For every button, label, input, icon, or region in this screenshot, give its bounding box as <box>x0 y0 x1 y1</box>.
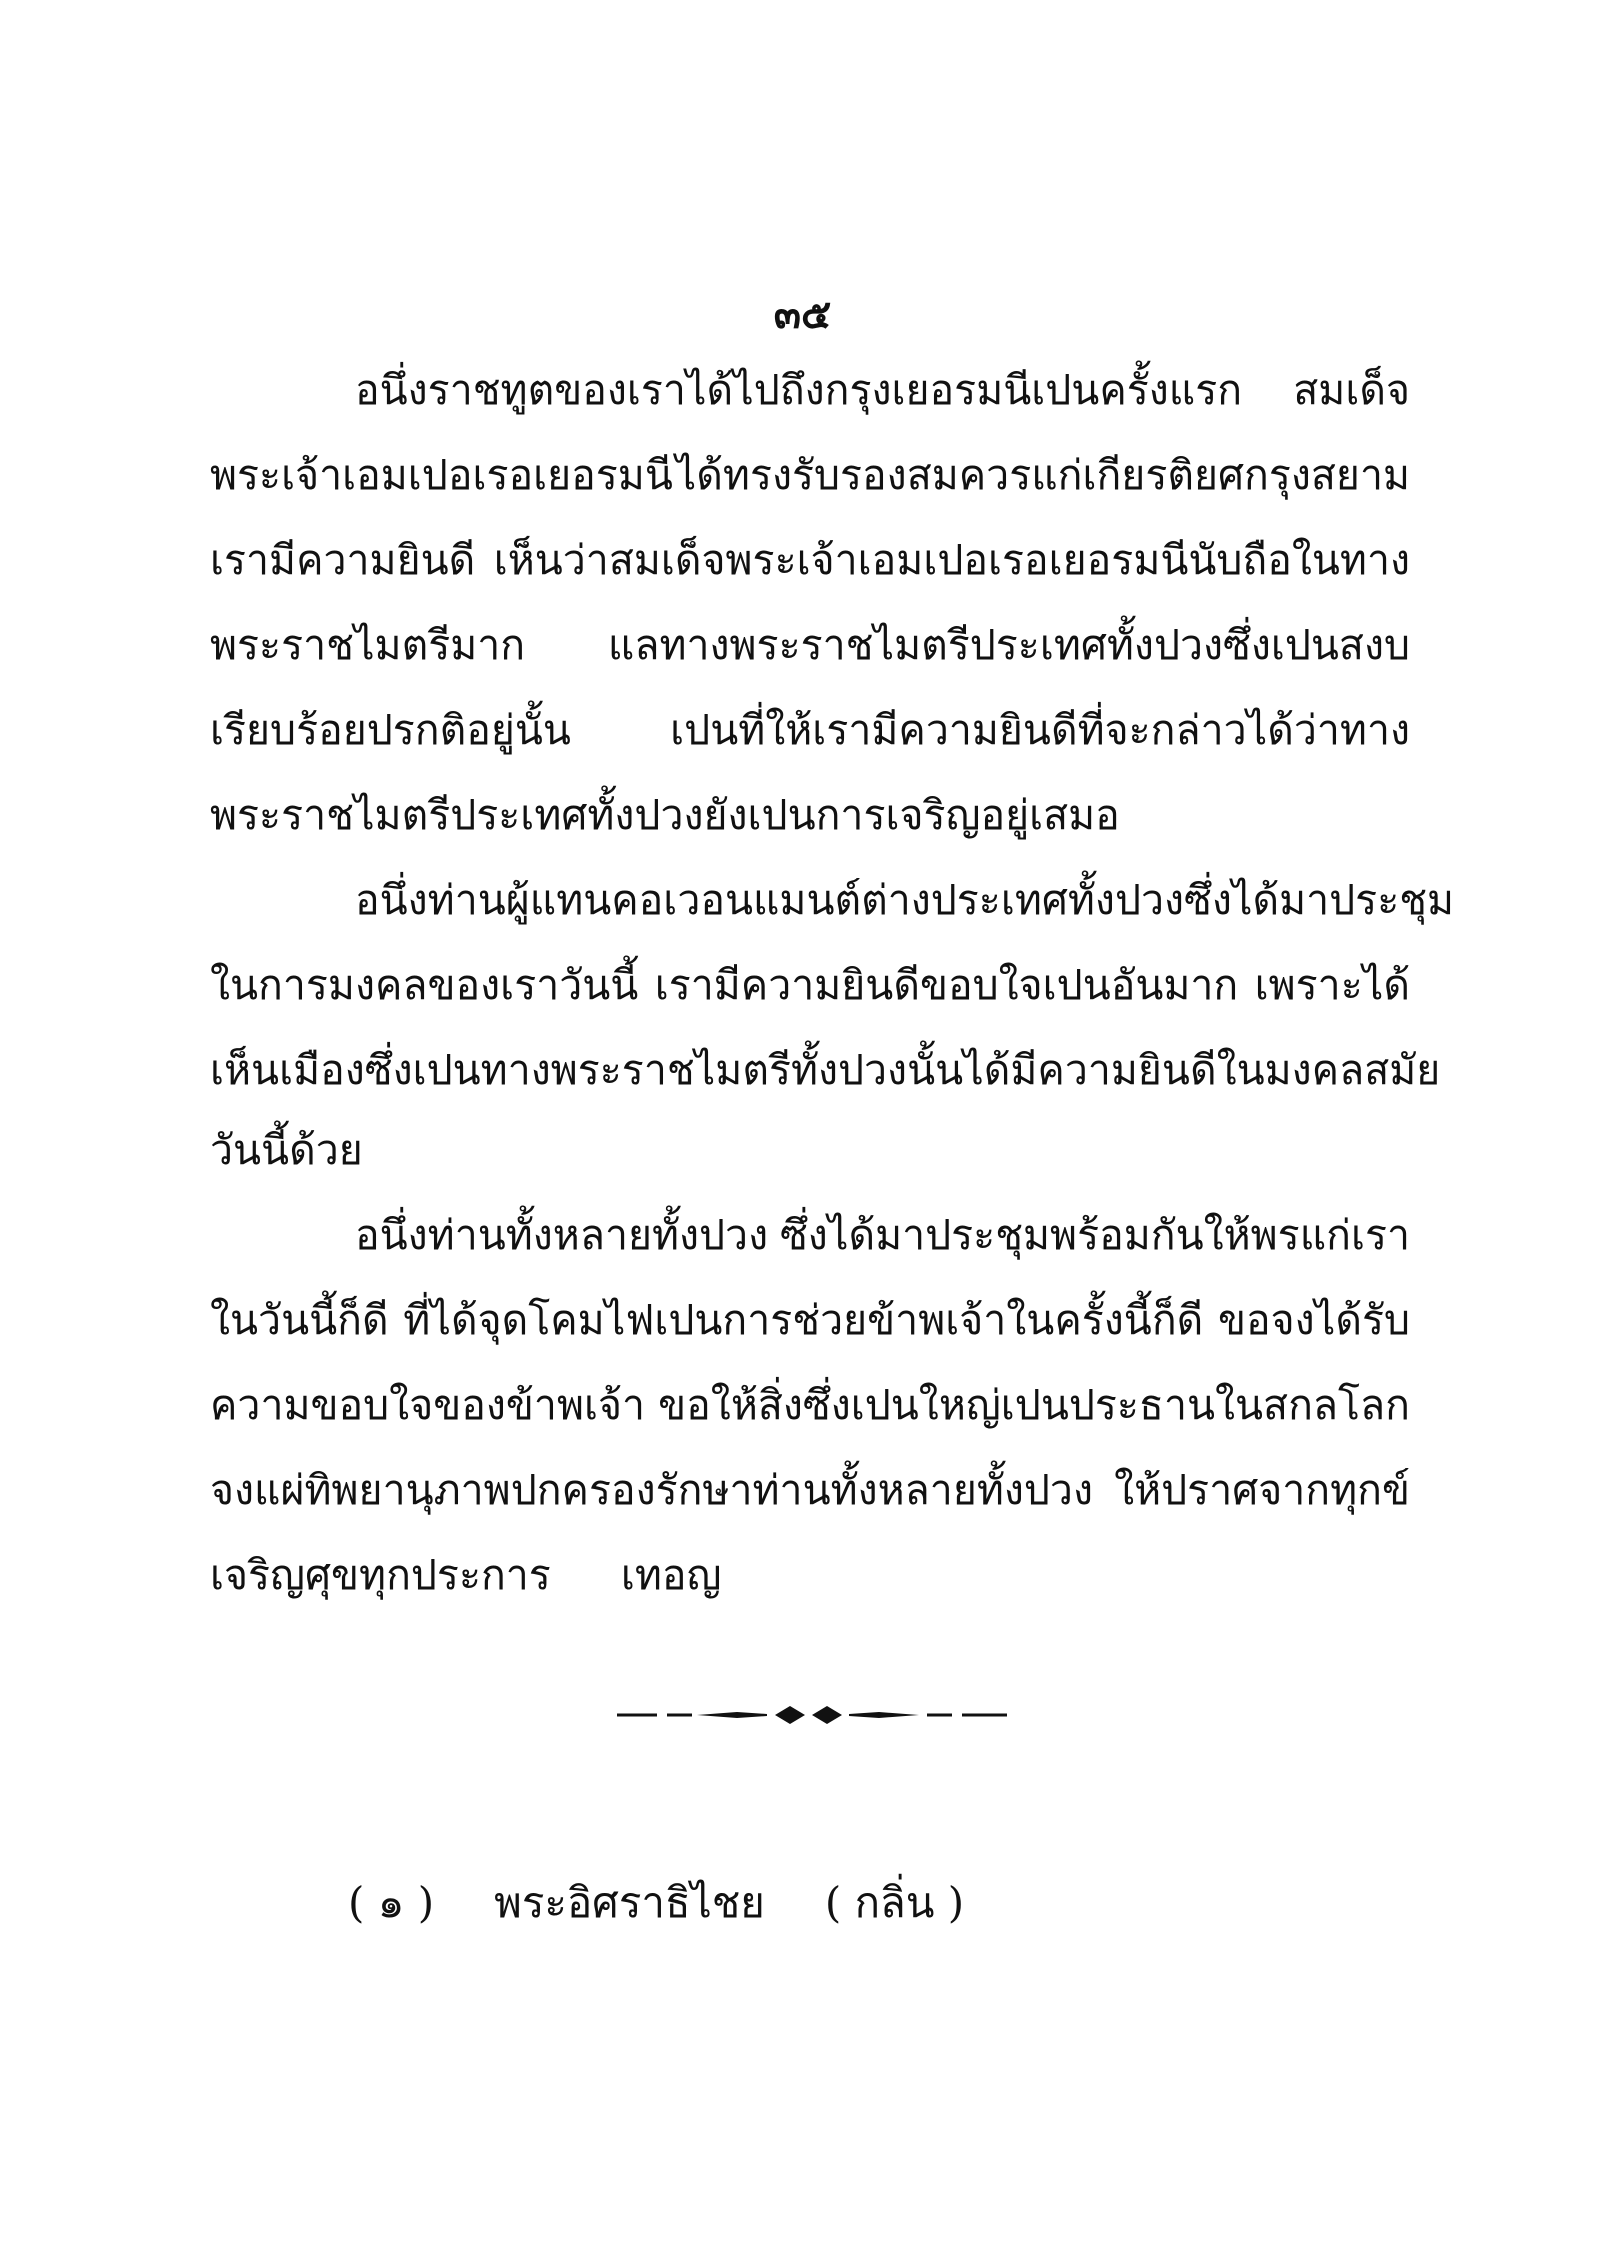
paragraph-2-line-1 <box>355 876 1455 924</box>
text-segment: อนึ่งท่านทั้งหลายทั้งปวง <box>355 1211 769 1259</box>
text-segment: เพราะได้ <box>1254 961 1410 1009</box>
paragraph-1-line-4 <box>210 621 1410 669</box>
footnote <box>348 1870 964 1936</box>
text-segment: อนึ่งท่านผู้แทนคอเวอนแมนต์ต่างประเทศทั้งปวง <box>355 876 1185 924</box>
paragraph-3-line-5 <box>210 1551 1410 1599</box>
text-segment: ได้ทรงรับรองสมควรแก่เกียรติยศกรุงสยาม <box>675 451 1410 499</box>
paragraph-2-line-4 <box>210 1126 1410 1174</box>
text-segment: จงแผ่ทิพยานุภาพปกครองรักษาท่านทั้งหลายทั้งปวง <box>210 1466 1093 1514</box>
text-segment: ความขอบใจของข้าพเจ้า <box>210 1381 646 1429</box>
paragraph-3-line-1 <box>355 1211 1410 1259</box>
text-segment: อนึ่งราชทูตของเราได้ไปถึงกรุงเยอรมนีเปนครั้งแรก <box>355 366 1243 414</box>
text-segment: เรียบร้อยปรกติอยู่นั้น <box>210 706 571 754</box>
paragraph-3-line-3 <box>210 1381 1410 1429</box>
paragraph-1-line-2 <box>210 451 1410 499</box>
footnote-name: พระอิศราธิไชย <box>494 1878 765 1927</box>
text-segment: ให้ปราศจากทุกข์ <box>1114 1466 1410 1514</box>
paragraph-3-line-2 <box>210 1296 1410 1344</box>
text-segment: พระเจ้าเอมเปอเรอเยอรมนี <box>210 451 673 499</box>
text-segment: วันนี้ด้วย <box>210 1126 363 1174</box>
text-segment: เห็นว่าสมเด็จพระเจ้าเอมเปอเรอเยอรมนีนับถือในทาง <box>493 536 1410 584</box>
text-segment: พระราชไมตรีประเทศทั้งปวงยังเปนการเจริญอยู่เสมอ <box>210 791 1120 839</box>
paragraph-1-line-3 <box>210 536 1410 584</box>
paragraph-3-line-4 <box>210 1466 1410 1514</box>
footnote-marker: ( ๑ ) <box>348 1878 435 1927</box>
text-segment: ซึ่งได้มาประชุม <box>1184 876 1455 924</box>
text-segment: เปนที่ให้เรามีความยินดีที่จะกล่าวได้ว่าทาง <box>670 706 1410 754</box>
paragraph-2-line-2 <box>210 961 1410 1009</box>
text-segment: เทอญ <box>620 1551 722 1599</box>
text-segment: สมเด็จ <box>1293 366 1410 414</box>
paragraph-2-line-3 <box>210 1046 1441 1094</box>
text-segment: แลทางพระราชไมตรีประเทศทั้งปวงซึ่งเปนสงบ <box>607 621 1410 669</box>
text-segment: ได้มีความยินดีในมงคลสมัย <box>963 1046 1441 1094</box>
text-segment: พระราชไมตรีมาก <box>210 621 526 669</box>
paragraph-1-line-5 <box>210 706 1410 754</box>
paragraph-1-line-1 <box>355 366 1410 414</box>
text-segment: เรามีความยินดี <box>210 536 476 584</box>
text-segment: เห็นเมืองซึ่งเปนทางพระราชไมตรีทั้งปวงนั้น <box>210 1046 964 1094</box>
text-segment: ขอจงได้รับ <box>1218 1296 1410 1344</box>
text-segment: ขอให้สิ่งซึ่งเปนใหญ่เปนประธานในสกลโลก <box>658 1381 1410 1429</box>
text-segment: เจริญศุขทุกประการ <box>210 1551 551 1599</box>
text-segment: ในการมงคลของเราวันนี้ <box>210 961 639 1009</box>
footnote-alias: ( กลิ่น ) <box>824 1878 965 1927</box>
text-segment: ที่ได้จุดโคมไฟเปนการช่วยข้าพเจ้าในครั้งนี้ก็ดี <box>403 1296 1204 1344</box>
text-segment: ซึ่งได้มาประชุมพร้อมกันให้พรแก่เรา <box>779 1211 1410 1259</box>
page-number: ๓๕ <box>773 291 832 338</box>
text-segment: เรามีความยินดีขอบใจเปนอันมาก <box>654 961 1239 1009</box>
decorative-divider-icon <box>617 1700 1007 1730</box>
paragraph-1-line-6 <box>210 791 1410 839</box>
text-segment: ในวันนี้ก็ดี <box>210 1296 389 1344</box>
